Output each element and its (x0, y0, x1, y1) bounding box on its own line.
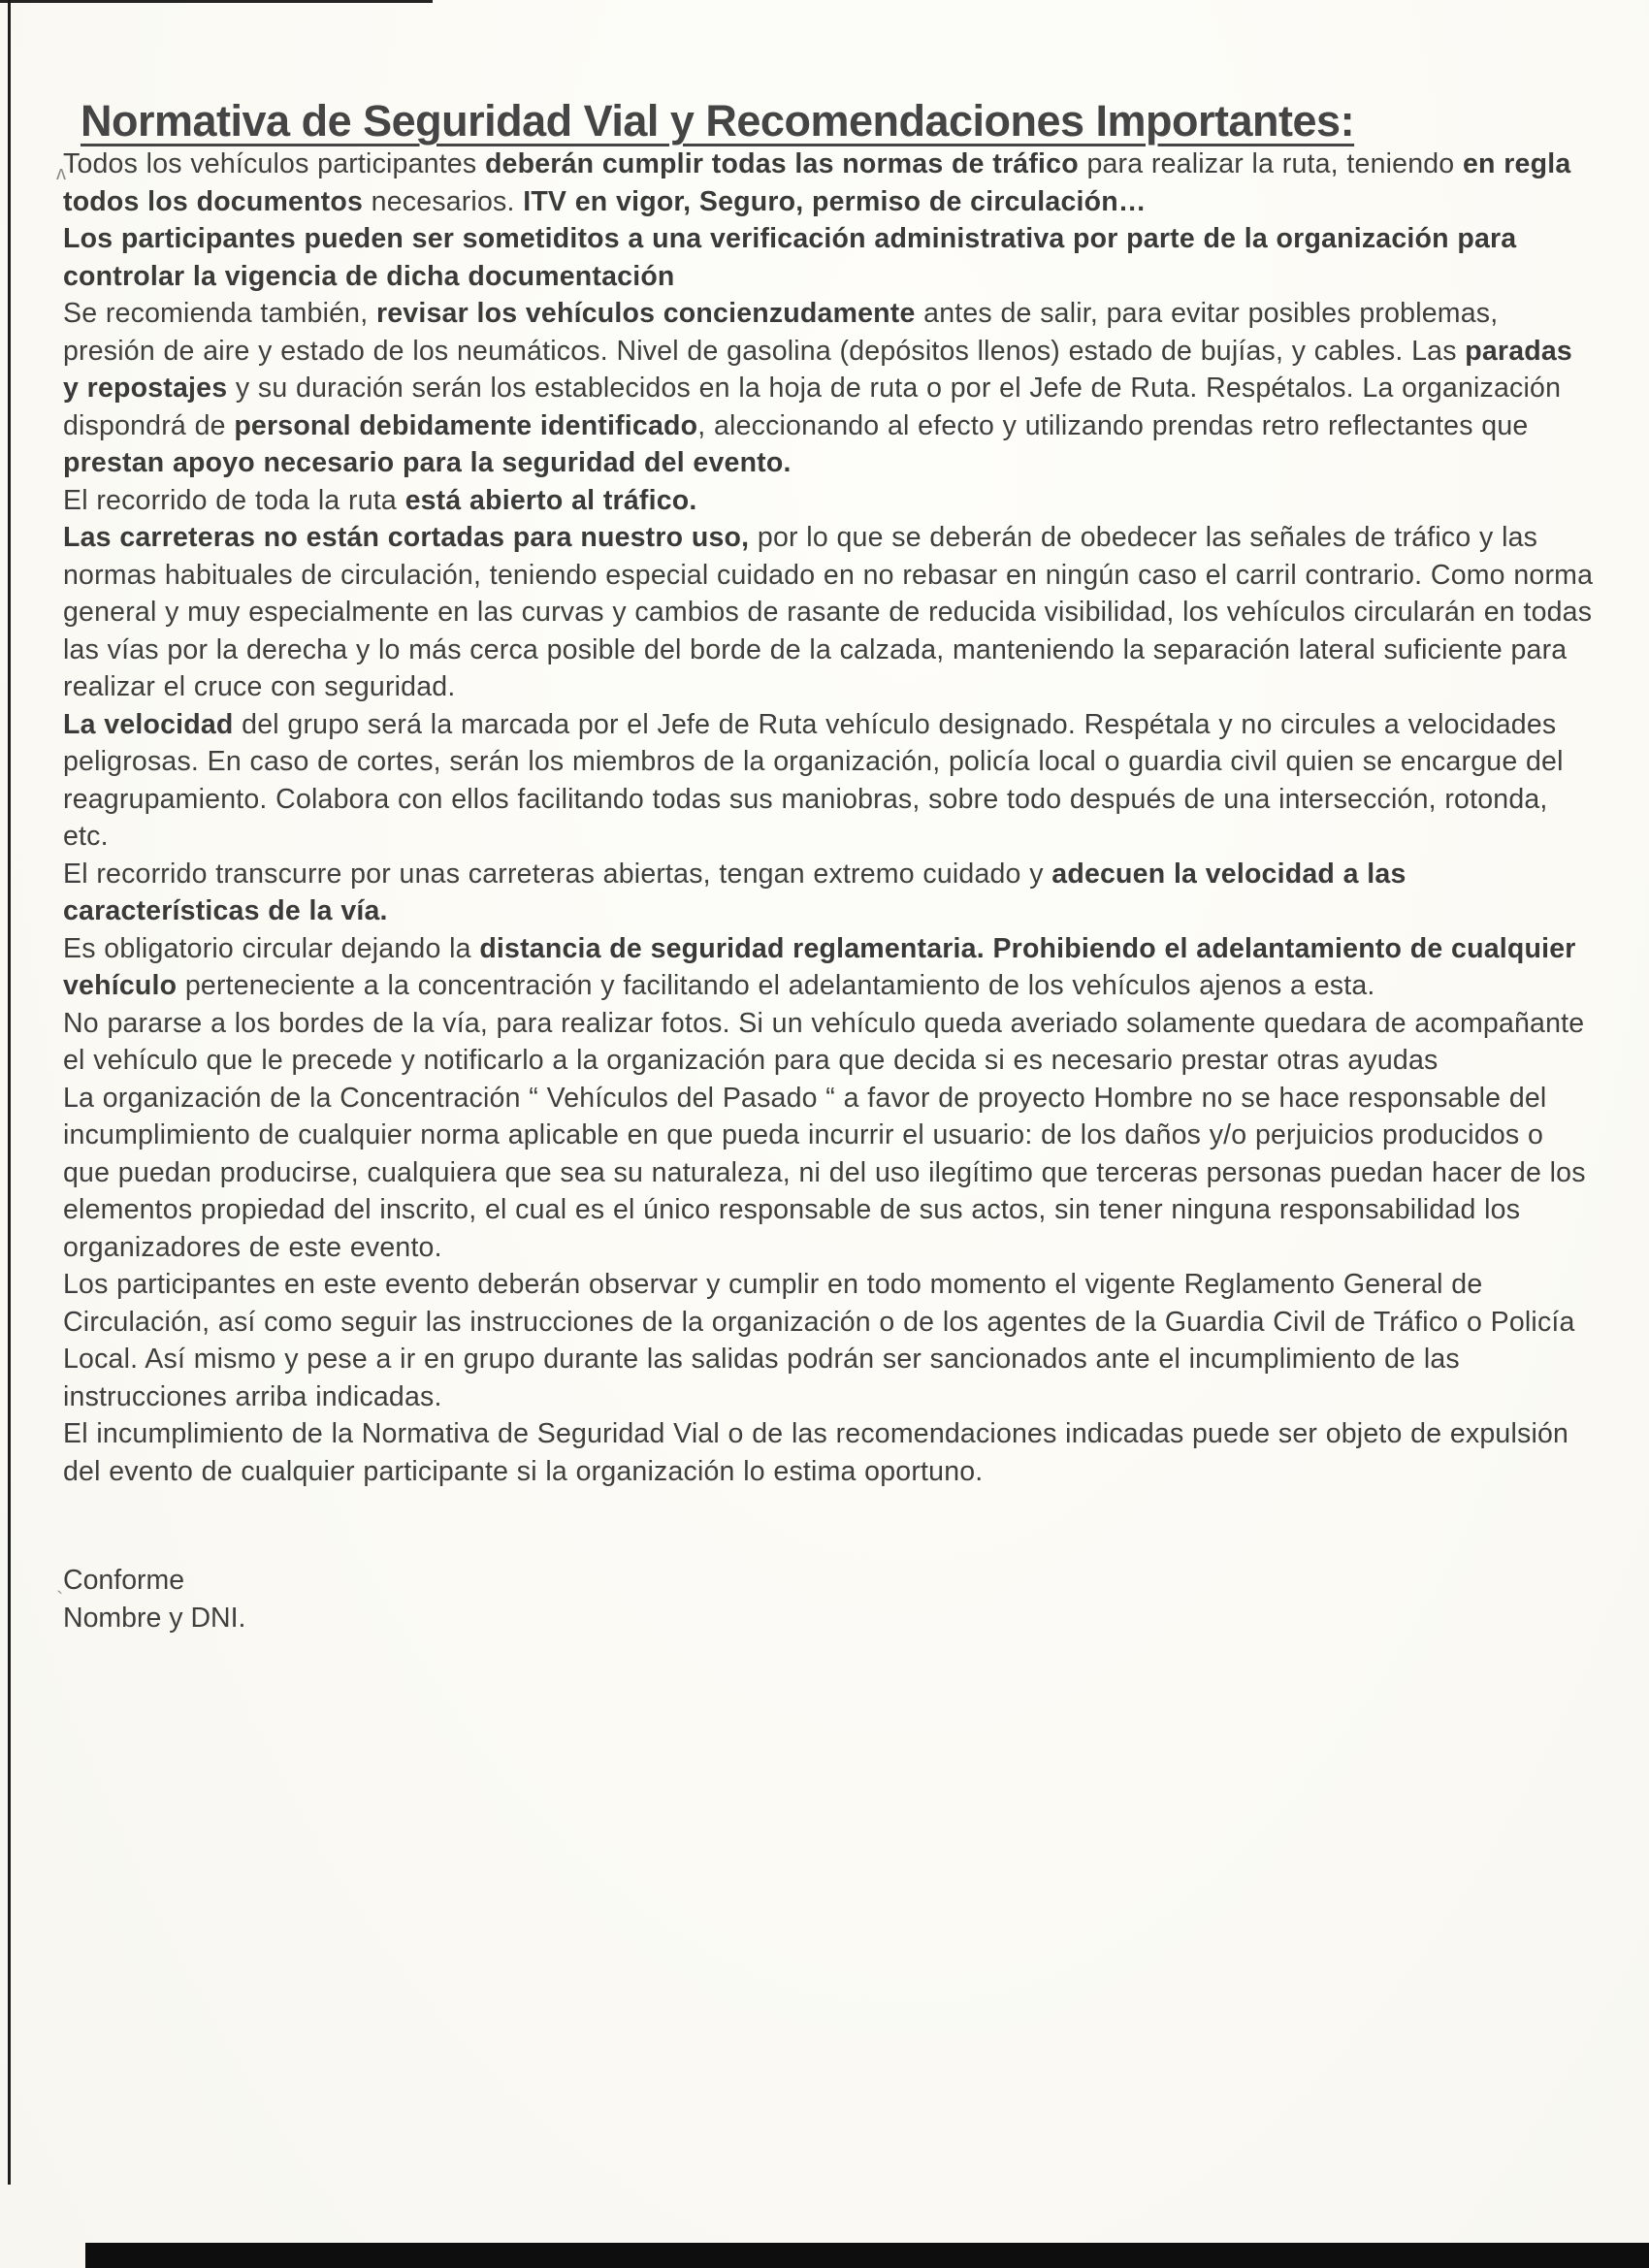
text-run-bold: en regla todos los documentos (63, 148, 1571, 217)
text-run: antes de salir, para evitar posibles problemas, presión de aire y estado de los neumáticos. Nivel de gasolina (depósitos llenos) estado de bujías, y cables. Las (63, 298, 1499, 367)
text-run-bold: adecuen la velocidad a las características de la vía. (63, 858, 1406, 926)
paragraph-noncompliance (63, 1415, 1594, 1490)
scan-edge-bottom (85, 2243, 1649, 2268)
text-run: El recorrido transcurre por unas carreteras abiertas, tengan extremo cuidado y (63, 858, 1052, 890)
text-run: perteneciente a la concentración y facilitando el adelantamiento de los vehículos ajenos a esta. (184, 970, 1375, 1001)
text-run: Todos los vehículos participantes (63, 148, 485, 179)
document-page (63, 97, 1594, 1636)
text-run: del grupo será la marcada por el Jefe de Ruta vehículo designado. Respétala y no circules a velocidades peligrosas. En caso de cortes, serán los miembros de la organización, policía local o guardia civil quien se encargue del reagrupamiento. Colabora con ellos facilitando todas sus maniobras, sobre todo después de una intersección, rotonda, etc. (63, 708, 1564, 852)
paragraph-route-open (63, 482, 1594, 520)
paragraph-traffic-rules (63, 146, 1594, 220)
text-run: necesarios. (371, 185, 524, 217)
text-run: Es obligatorio circular dejando la (63, 932, 480, 964)
paragraph-no-stopping (63, 1005, 1594, 1080)
text-run: por lo que se deberán de obedecer las señales de tráfico y las normas habituales de circulación, teniendo especial cuidado en no rebasar en ningún caso el carril contrario. Como norma general y muy especialmente en las curvas y cambios de rasante de reducida visibilidad, los vehículos circularán en todas las vías por la derecha y lo más cerca posible del borde de la calzada, manteniendo la separación lateral suficiente para realizar el cruce con seguridad. (63, 522, 1594, 702)
paragraph-safety-distance (63, 930, 1594, 1005)
text-run-bold: La velocidad (63, 708, 242, 740)
paragraph-admin-verification (63, 220, 1594, 295)
signature-name-dni: Nombre y DNI. (63, 1602, 246, 1634)
text-run-bold: distancia de seguridad reglamentaria. Prohibiendo el adelantamiento de cualquier vehículo (63, 932, 1576, 1001)
scan-edge-top (0, 0, 433, 3)
text-run-bold: está abierto al tráfico. (404, 484, 697, 516)
paragraph-speed (63, 706, 1594, 856)
text-run-bold: deberán cumplir todas las normas de tráfico (484, 148, 1087, 179)
text-run: , aleccionando al efecto y utilizando prendas retro reflectantes que (697, 409, 1529, 441)
paragraph-vehicle-check (63, 295, 1594, 482)
text-run: Se recomienda también, (63, 298, 376, 329)
scan-tick-artifact: ` (56, 1587, 64, 1611)
text-run: La organización de la Concentración “ Vehículos del Pasado “ a favor de proyecto Hombre no se hace responsable del incumplimiento de cualquier norma aplicable en que pueda incurrir el usuario: de los daños y/o perjuicios producidos o que puedan producirse, cualquiera que sea su naturaleza, ni del uso ilegítimo que terceras personas puedan hacer de los elementos propiedad del inscrito, el cual es el único responsable de sus actos, sin tener ninguna responsabilidad los organizadores de este evento. (63, 1082, 1586, 1263)
page-title: Normativa de Seguridad Vial y Recomendaciones Importantes: (81, 96, 1355, 146)
text-run-bold: prestan apoyo necesario para la seguridad del evento. (63, 447, 792, 478)
text-run: El recorrido de toda la ruta (63, 484, 405, 516)
paragraph-liability (63, 1080, 1594, 1267)
text-run-bold: ITV en vigor, Seguro, permiso de circulación… (523, 185, 1147, 217)
scan-caret-artifact: ʌ (56, 163, 66, 184)
text-run: y su duración serán los establecidos en la hoja de ruta o por el Jefe de Ruta. Respétalos. La organización dispondrá de (63, 373, 1562, 441)
text-run-bold: personal debidamente identificado (234, 409, 698, 441)
signature-conforme: Conforme (63, 1565, 185, 1596)
text-run: No pararse a los bordes de la vía, para realizar fotos. Si un vehículo queda averiado solamente quedara de acompañante el vehículo que le precede y notificarlo a la organización para que decida si es necesario prestar otras ayudas (63, 1007, 1585, 1076)
text-run: El incumplimiento de la Normativa de Seguridad Vial o de las recomendaciones indicadas puede ser objeto de expulsión del evento de cualquier participante si la organización lo estima oportuno. (63, 1418, 1569, 1487)
paragraph-regulations (63, 1266, 1594, 1415)
paragraph-open-roads-caution (63, 856, 1594, 930)
text-run-bold: Los participantes pueden ser sometiditos a una verificación administrativa por parte de la organización para controlar la vigencia de dicha documentación (63, 223, 1517, 292)
scan-edge-left (8, 0, 11, 2185)
text-run-bold: revisar los vehículos concienzudamente (375, 298, 924, 329)
text-run: Los participantes en este evento deberán observar y cumplir en todo momento el vigente Reglamento General de Circulación, así como seguir las instrucciones de la organización o de los agentes de la Guardia Civil de Tráfico o Policía Local. Así mismo y pese a ir en grupo durante las salidas podrán ser sancionados ante el incumplimiento de las instrucciones arriba indicadas. (63, 1269, 1575, 1412)
text-run-bold: Las carreteras no están cortadas para nuestro uso, (63, 522, 758, 553)
text-run: para realizar la ruta, teniendo (1086, 148, 1463, 179)
paragraph-roads-not-closed (63, 519, 1594, 706)
signature-block (63, 1562, 1594, 1636)
text-run-bold: paradas y repostajes (63, 335, 1572, 404)
